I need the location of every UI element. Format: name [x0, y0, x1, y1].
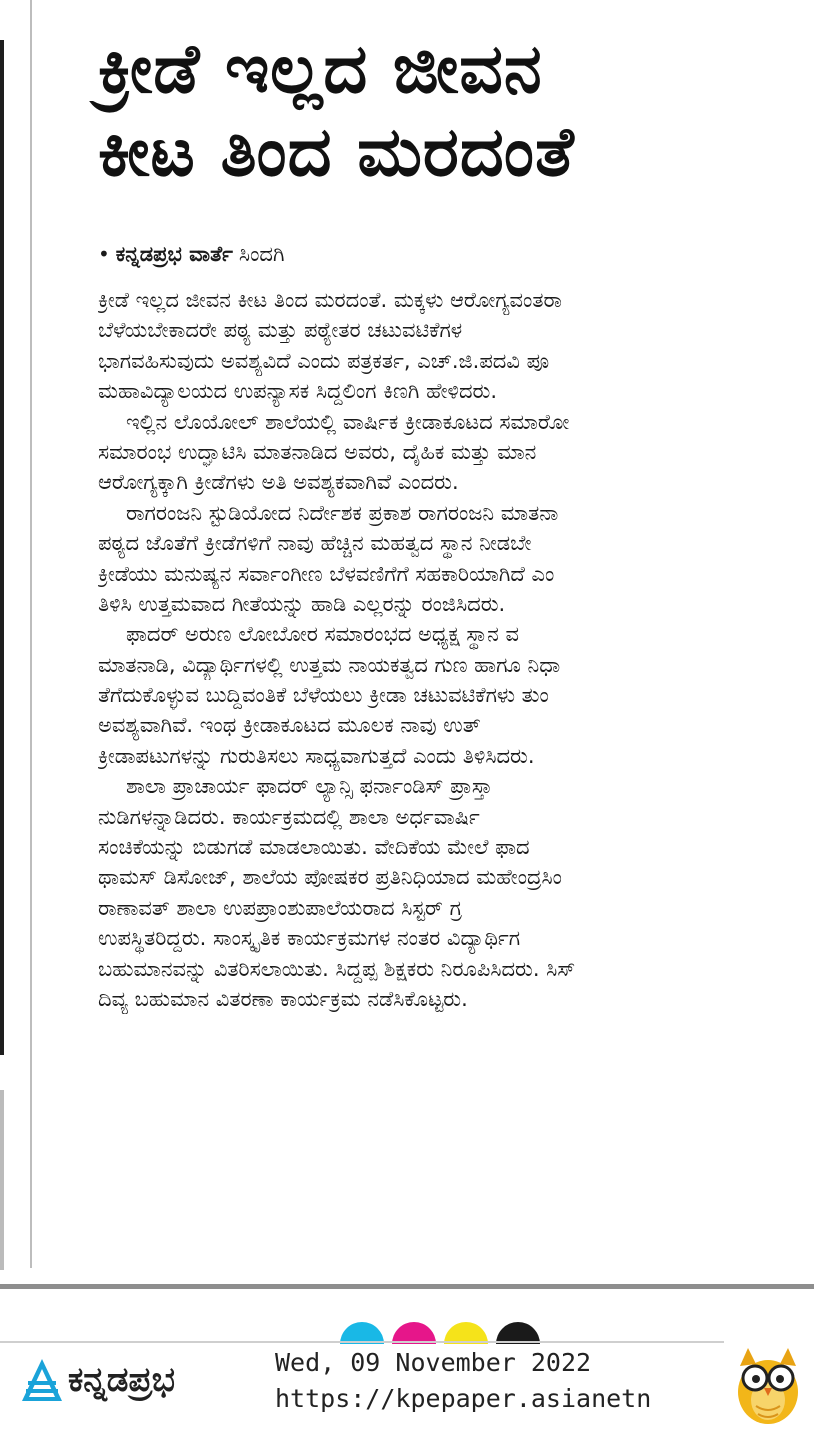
- article-line: ಅವಶ್ಯವಾಗಿವೆ. ಇಂಥ ಕ್ರೀಡಾಕೂಟದ ಮೂಲಕ ನಾವು ಉತ್: [98, 713, 481, 738]
- article-line: ರಾಣಾವತ್ ಶಾಲಾ ಉಪಪ್ರಾಂಶುಪಾಲೆಯರಾದ ಸಿಸ್ಟರ್ ಗ್ರ: [98, 895, 462, 920]
- byline: [98, 242, 284, 267]
- article-line: ಉಪಸ್ಥಿತರಿದ್ದರು. ಸಾಂಸ್ಕೃತಿಕ ಕಾರ್ಯಕ್ರಮಗಳ ನಂತರ ವಿದ್ಯಾರ್ಥಿಗ: [98, 926, 521, 951]
- byline-source: ಕನ್ನಡಪ್ರಭ ವಾರ್ತೆ: [115, 242, 233, 266]
- article-line: ಸಮಾರಂಭ ಉದ್ಘಾಟಿಸಿ ಮಾತನಾಡಿದ ಅವರು, ದೈಹಿಕ ಮತ್ತು ಮಾನ: [98, 439, 537, 464]
- edition-date: Wed, 09 November 2022: [275, 1348, 592, 1377]
- page-bottom-rule: [0, 1284, 814, 1289]
- kannadaprabha-logo: [20, 1352, 175, 1408]
- article-line: ಕ್ರೀಡಾಪಟುಗಳನ್ನು ಗುರುತಿಸಲು ಸಾಧ್ಯವಾಗುತ್ತದೆ ಎಂದು ತಿಳಿಸಿದರು.: [98, 743, 535, 768]
- article-line: ಇಲ್ಲಿನ ಲೊಯೋಲ್ ಶಾಲೆಯಲ್ಲಿ ವಾರ್ಷಿಕ ಕ್ರೀಡಾಕೂಟದ ಸಮಾರೋ: [126, 409, 570, 434]
- article-line: ಬಹುಮಾನವನ್ನು ವಿತರಿಸಲಾಯಿತು. ಸಿದ್ದಪ್ಪ ಶಿಕ್ಷಕರು ನಿರೂಪಿಸಿದರು. ಸಿಸ್: [98, 956, 576, 981]
- epaper-footer: [0, 1300, 814, 1431]
- byline-place: ಸಿಂದಗಿ: [238, 242, 285, 266]
- headline-line-1: ಕ್ರೀಡೆ ಇಲ್ಲದ ಜೀವನ: [98, 30, 543, 109]
- article-line: ಪಠ್ಯದ ಜೊತೆಗೆ ಕ್ರೀಡೆಗಳಿಗೆ ನಾವು ಹೆಚ್ಚಿನ ಮಹತ್ವದ ಸ್ಥಾನ ನೀಡಬೇ: [98, 531, 532, 556]
- article-line: ನುಡಿಗಳನ್ನಾಡಿದರು. ಕಾರ್ಯಕ್ರಮದಲ್ಲಿ ಶಾಲಾ ಅರ್ಧವಾರ್ಷಿ: [98, 804, 480, 829]
- article-line: ಫಾದರ್ ಅರುಣ ಲೋಬೋರ ಸಮಾರಂಭದ ಅಧ್ಯಕ್ಷ ಸ್ಥಾನ ವ: [126, 622, 519, 647]
- article-line: ಥಾಮಸ್ ಡಿಸೋಜ್, ಶಾಲೆಯ ಪೋಷಕರ ಪ್ರತಿನಿಧಿಯಾದ ಮಹೇಂದ್ರಸಿಂ: [98, 865, 562, 890]
- article-line: ತಿಳಿಸಿ ಉತ್ತಮವಾದ ಗೀತೆಯನ್ನು ಹಾಡಿ ಎಲ್ಲರನ್ನು ರಂಜಿಸಿದರು.: [98, 591, 506, 616]
- article-line: ಭಾಗವಹಿಸುವುದು ಅವಶ್ಯವಿದೆ ಎಂದು ಪತ್ರಕರ್ತ, ಎಚ್.ಜಿ.ಪದವಿ ಪೂ: [98, 348, 550, 373]
- footer-rule: [0, 1341, 724, 1343]
- article-line: ಆರೋಗ್ಯಕ್ಕಾಗಿ ಕ್ರೀಡೆಗಳು ಅತಿ ಅವಶ್ಯಕವಾಗಿವೆ ಎಂದರು.: [98, 470, 459, 495]
- article-line: ಶಾಲಾ ಪ್ರಾಚಾರ್ಯ ಫಾದರ್ ಲ್ಯಾನ್ಸಿ ಫರ್ನಾಂಡಿಸ್ ಪ್ರಾಸ್ತಾ: [126, 774, 493, 799]
- byline-bullet: •: [98, 242, 110, 266]
- headline-line-2: ಕೀಟ ತಿಂದ ಮರದಂತೆ: [98, 113, 575, 192]
- column-rule: [30, 0, 32, 1268]
- article-line: ಬೆಳೆಯಬೇಕಾದರೇ ಪಠ್ಯ ಮತ್ತು ಪಠ್ಯೇತರ ಚಟುವಟಿಕೆಗಳ: [98, 318, 463, 343]
- page-left-border: [0, 40, 4, 1055]
- article-line: ಮಹಾವಿದ್ಯಾಲಯದ ಉಪನ್ಯಾಸಕ ಸಿದ್ದಲಿಂಗ ಕಿಣಗಿ ಹೇಳಿದರು.: [98, 379, 498, 404]
- article-line: ತೆಗೆದುಕೊಳ್ಳುವ ಬುದ್ದಿವಂತಿಕೆ ಬೆಳೆಯಲು ಕ್ರೀಡಾ ಚಟುವಟಿಕೆಗಳು ತುಂ: [98, 683, 549, 708]
- epaper-url[interactable]: https://kpepaper.asianetn: [275, 1384, 652, 1413]
- article-line: ರಾಗರಂಜನಿ ಸ್ಟುಡಿಯೋದ ನಿರ್ದೇಶಕ ಪ್ರಕಾಶ ರಾಗರಂಜನಿ ಮಾತನಾ: [126, 500, 559, 525]
- article-line: ದಿವ್ಯ ಬಹುಮಾನ ವಿತರಣಾ ಕಾರ್ಯಕ್ರಮ ನಡೆಸಿಕೊಟ್ಟರು.: [98, 986, 468, 1011]
- article-line: ಕ್ರೀಡೆಯು ಮನುಷ್ಯನ ಸರ್ವಾಂಗೀಣ ಬೆಳವಣಿಗೆಗೆ ಸಹಕಾರಿಯಾಗಿದೆ ಎಂ: [98, 561, 555, 586]
- article-body: [98, 285, 814, 1014]
- logo-triangle-icon: [20, 1357, 64, 1403]
- article-line: ಸಂಚಿಕೆಯನ್ನು ಬಿಡುಗಡೆ ಮಾಡಲಾಯಿತು. ವೇದಿಕೆಯ ಮೇಲೆ ಫಾದ: [98, 835, 530, 860]
- logo-text: ಕನ್ನಡಪ್ರಭ: [68, 1360, 175, 1400]
- page-left-border-lower: [0, 1090, 4, 1270]
- owl-mascot-icon: [732, 1344, 804, 1426]
- article-line: ಕ್ರೀಡೆ ಇಲ್ಲದ ಜೀವನ ಕೀಟ ತಿಂದ ಮರದಂತೆ. ಮಕ್ಕಳು ಆರೋಗ್ಯವಂತರಾ: [98, 288, 562, 312]
- headline: [98, 28, 798, 194]
- article-line: ಮಾತನಾಡಿ, ವಿದ್ಯಾರ್ಥಿಗಳಲ್ಲಿ ಉತ್ತಮ ನಾಯಕತ್ವದ ಗುಣ ಹಾಗೂ ನಿಧಾ: [98, 652, 561, 677]
